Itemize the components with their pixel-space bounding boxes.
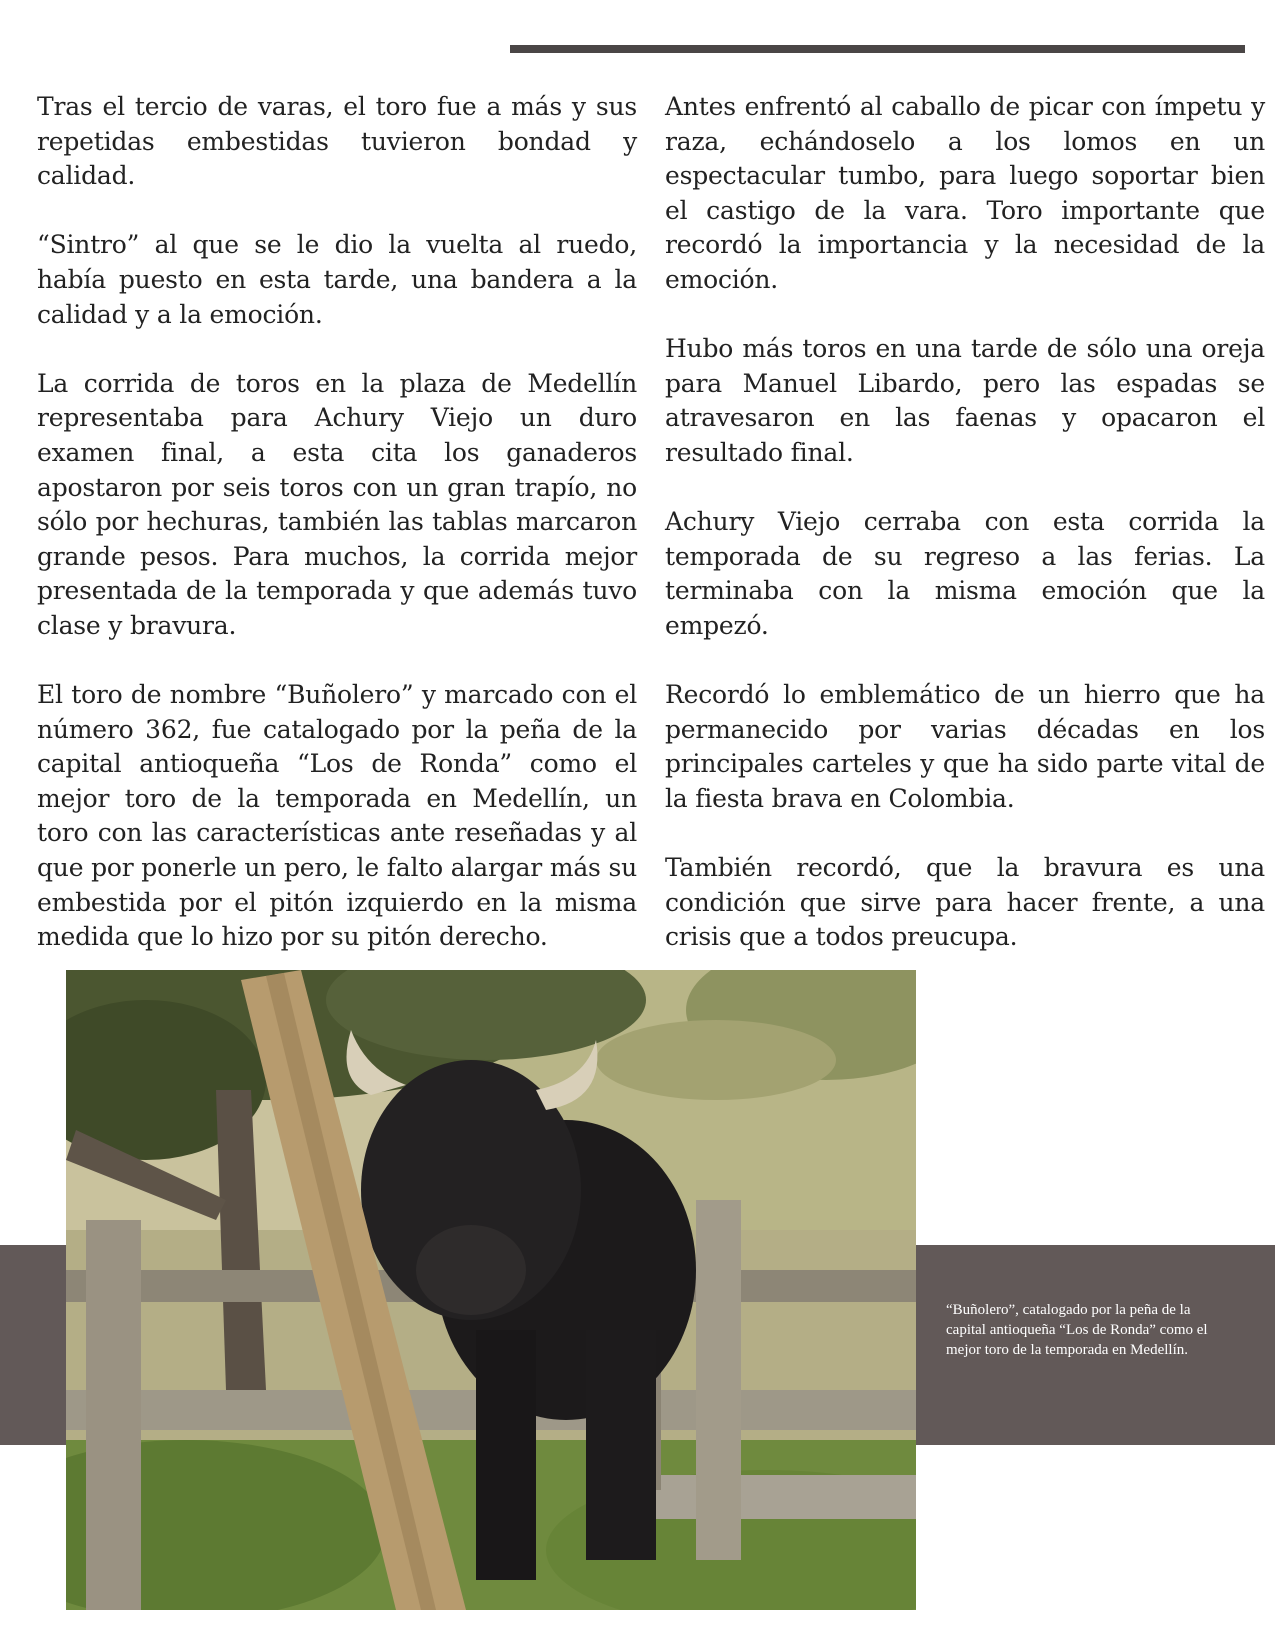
paragraph: “Sintro” al que se le dio la vuelta al ruedo, había puesto en esta tarde, una bandera a la calidad y a la emoción. [37, 230, 637, 329]
paragraph: Achury Viejo cerraba con esta corrida la temporada de su regreso a las ferias. La terminaba con la misma emoción que la empezó. [665, 507, 1265, 640]
bull-photo [66, 970, 916, 1610]
paragraph: Tras el tercio de varas, el toro fue a más y sus repetidas embestidas tuvieron bondad y calidad. [37, 92, 637, 191]
paragraph: El toro de nombre “Buñolero” y marcado con el número 362, fue catalogado por la peña de la capital antioqueña “Los de Ronda” como el mejor toro de la temporada en Medellín, un toro con las características ante reseñadas y al que por ponerle un pero, le falto alargar más su embestida por el pitón izquierdo en la misma medida que lo hizo por su pitón derecho. [37, 680, 637, 952]
paragraph: Recordó lo emblemático de un hierro que ha permanecido por varias décadas en los principales carteles y que ha sido parte vital de la fiesta brava en Colombia. [665, 680, 1265, 813]
paragraph: También recordó, que la bravura es una condición que sirve para hacer frente, a una crisis que a todos preucupa. [665, 853, 1265, 952]
paragraph: Antes enfrentó al caballo de picar con ímpetu y raza, echándoselo a los lomos en un espectacular tumbo, para luego soportar bien el castigo de la vara. Toro importante que recordó la importancia y la necesidad de la emoción. [665, 92, 1265, 294]
paragraph: La corrida de toros en la plaza de Medellín representaba para Achury Viejo un duro examen final, a esta cita los ganaderos apostaron por seis toros con un gran trapío, no sólo por hechuras, también las tablas marcaron grande pesos. Para muchos, la corrida mejor presentada de la temporada y que además tuvo clase y bravura. [37, 368, 637, 640]
article-column-right [665, 90, 1265, 989]
paragraph: Hubo más toros en una tarde de sólo una oreja para Manuel Libardo, pero las espadas se atravesaron en las faenas y opacaron el resultado final. [665, 334, 1265, 467]
top-rule [510, 45, 1245, 53]
photo-caption: “Buñolero”, catalogado por la peña de la capital antioqueña “Los de Ronda” como el mejor toro de la temporada en Medellín. [946, 1302, 1208, 1358]
article-column-left [37, 90, 637, 989]
